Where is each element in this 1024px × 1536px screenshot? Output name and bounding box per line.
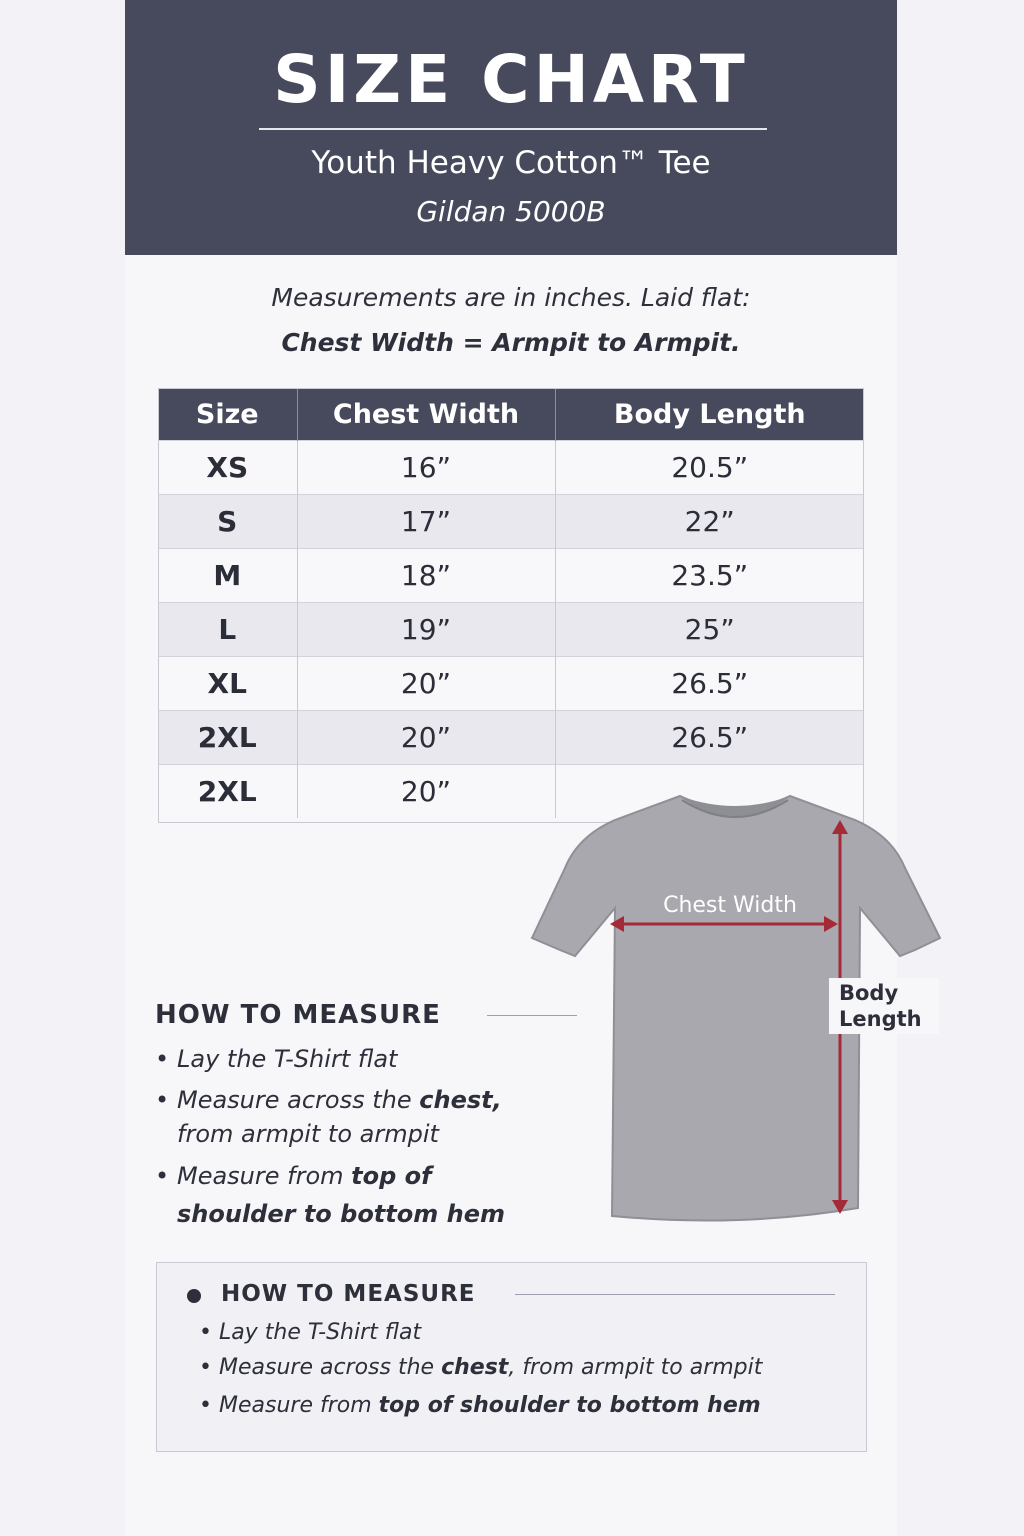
table-row [158,603,864,657]
how-to-measure-box [156,1262,867,1452]
size-cell: 2XL [158,711,297,765]
table-row [158,549,864,603]
how-to-measure-heading: HOW TO MEASURE [155,1000,441,1030]
bullet-dot-icon: • [199,1320,212,1345]
chest-cell: 20” [297,765,555,819]
chest-cell: 20” [297,711,555,765]
bullet-text: Lay the T-Shirt flat [177,1045,398,1073]
table-row [158,495,864,549]
table-row [158,657,864,711]
how-to-bullet [155,1083,502,1151]
bullet-dot-icon: • [199,1355,212,1380]
length-cell: 26.5” [555,711,864,765]
how-to-bullet [155,1157,505,1233]
bullet-text-bold: chest [441,1355,509,1380]
chest-definition-note: Chest Width = Armpit to Armpit. [281,328,741,357]
column-header-size: Size [158,388,297,441]
chest-cell: 19” [297,603,555,657]
size-cell: S [158,495,297,549]
bullet-text: Measure from [219,1393,379,1418]
box-bullet [199,1318,422,1348]
bullet-text-bold: top of [351,1162,432,1190]
bullet-text-bold: chest, [419,1086,502,1114]
bullet-dot-icon: • [155,1086,170,1114]
chest-cell: 16” [297,441,555,495]
chest-cell: 17” [297,495,555,549]
box-divider [515,1294,835,1295]
length-cell: 26.5” [555,657,864,711]
title-divider [259,128,767,130]
chest-width-label: Chest Width [663,893,797,918]
size-cell: XL [158,657,297,711]
length-cell: 20.5” [555,441,864,495]
chest-cell: 18” [297,549,555,603]
heading-dot-icon [187,1289,201,1303]
bullet-dot-icon: • [155,1162,170,1190]
table-row [158,711,864,765]
size-cell: L [158,603,297,657]
box-bullet [199,1353,763,1383]
header-banner [125,0,897,255]
box-bullet [199,1391,761,1421]
body-length-label-line2: Length [839,1007,922,1031]
size-cell: XS [158,441,297,495]
measurement-note: Measurements are in inches. Laid flat: [271,283,751,312]
body-length-label-line1: Body [839,981,899,1005]
column-header-length: Body Length [555,388,864,441]
box-heading: HOW TO MEASURE [221,1281,476,1307]
how-to-bullet [155,1042,398,1076]
page-title: SIZE CHART [273,41,749,118]
product-name: Youth Heavy Cotton™ Tee [311,145,711,181]
bullet-text-tail: , from armpit to armpit [508,1355,763,1380]
table-header-row [158,388,864,441]
bullet-text: Measure from [177,1162,352,1190]
bullet-dot-icon: • [199,1393,212,1418]
bullet-text: Measure across the [177,1086,420,1114]
bullet-text: Measure across the [219,1355,442,1380]
size-table [158,388,864,818]
bullet-text: Lay the T-Shirt flat [219,1320,422,1345]
chest-cell: 20” [297,657,555,711]
length-cell: 23.5” [555,549,864,603]
how-to-divider [487,1015,577,1016]
length-cell: 22” [555,495,864,549]
column-header-chest: Chest Width [297,388,555,441]
size-cell: 2XL [158,765,297,819]
bullet-text-bold: top of shoulder to bottom hem [378,1393,761,1418]
bullet-text-line2: shoulder to bottom hem [177,1200,505,1228]
size-cell: M [158,549,297,603]
length-cell: 25” [555,603,864,657]
table-row [158,441,864,495]
body-length-label [829,978,939,1034]
bullet-dot-icon: • [155,1045,170,1073]
product-model: Gildan 5000B [416,195,606,228]
bullet-text-line2: from armpit to armpit [177,1120,439,1148]
